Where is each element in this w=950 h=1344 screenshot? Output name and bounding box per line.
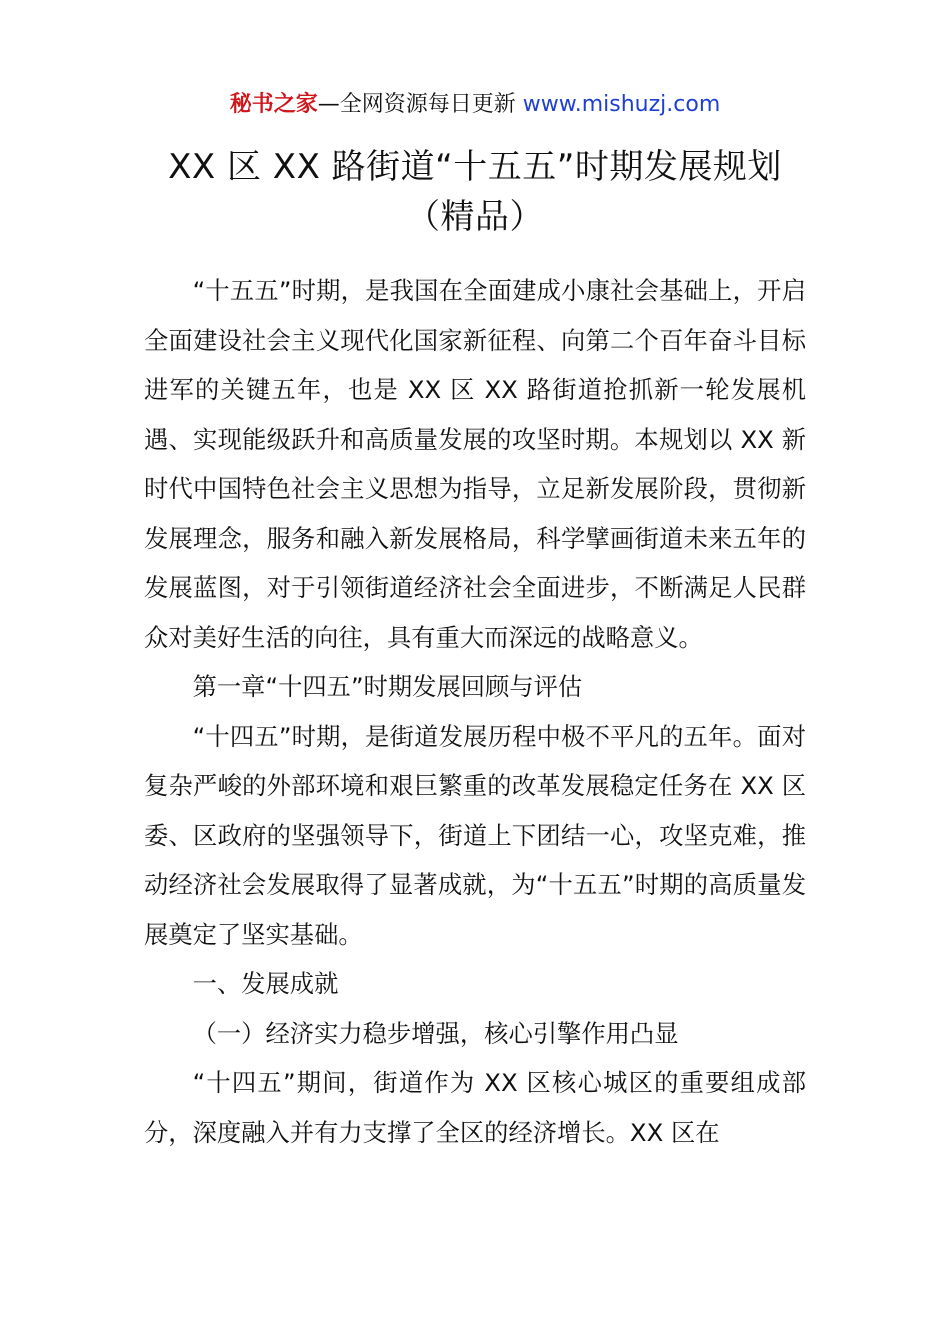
document-body: [144, 266, 806, 1157]
site-url: www.mishuzj.com: [522, 92, 721, 117]
paragraph-review: “十四五”时期，是街道发展历程中极不平凡的五年。面对复杂严峻的外部环境和艰巨繁重的改革发展稳定任务在 XX 区委、区政府的坚强领导下，街道上下团结一心，攻坚克难，推动经济社会发展取得了显著成就，为“十五五”时期的高质量发展奠定了坚实基础。: [144, 721, 806, 949]
brand-name: 秘书之家: [229, 92, 318, 117]
banner-tagline: —全网资源每日更新: [317, 92, 516, 117]
paragraph-economy: “十四五”期间，街道作为 XX 区核心城区的重要组成部分，深度融入并有力支撑了全区的经济增长。XX 区在: [144, 1068, 806, 1147]
subsection-heading: （一）经济实力稳步增强，核心引擎作用凸显: [192, 1018, 679, 1048]
site-banner: [0, 88, 950, 122]
section-heading: 一、发展成就: [192, 969, 339, 998]
title-line-main: XX 区 XX 路街道“十五五”时期发展规划: [168, 147, 782, 187]
paragraph-intro: “十五五”时期，是我国在全面建成小康社会基础上，开启全面建设社会主义现代化国家新征程、向第二个百年奋斗目标进军的关键五年，也是 XX 区 XX 路街道抢抓新一轮发展机遇、实现能级跃升和高质量发展的攻坚时期。本规划以 XX 新时代中国特色社会主义思想为指导，立足新发展阶段，贯彻新发展理念，服务和融入新发展格局，科学擘画街道未来五年的发展蓝图，对于引领街道经济社会全面进步，不断满足人民群众对美好生活的向往，具有重大而深远的战略意义。: [144, 276, 806, 652]
chapter-heading: 第一章“十四五”时期发展回顾与评估: [192, 672, 583, 701]
document-title: [0, 142, 950, 242]
title-line-sub: （精品）: [406, 197, 544, 237]
